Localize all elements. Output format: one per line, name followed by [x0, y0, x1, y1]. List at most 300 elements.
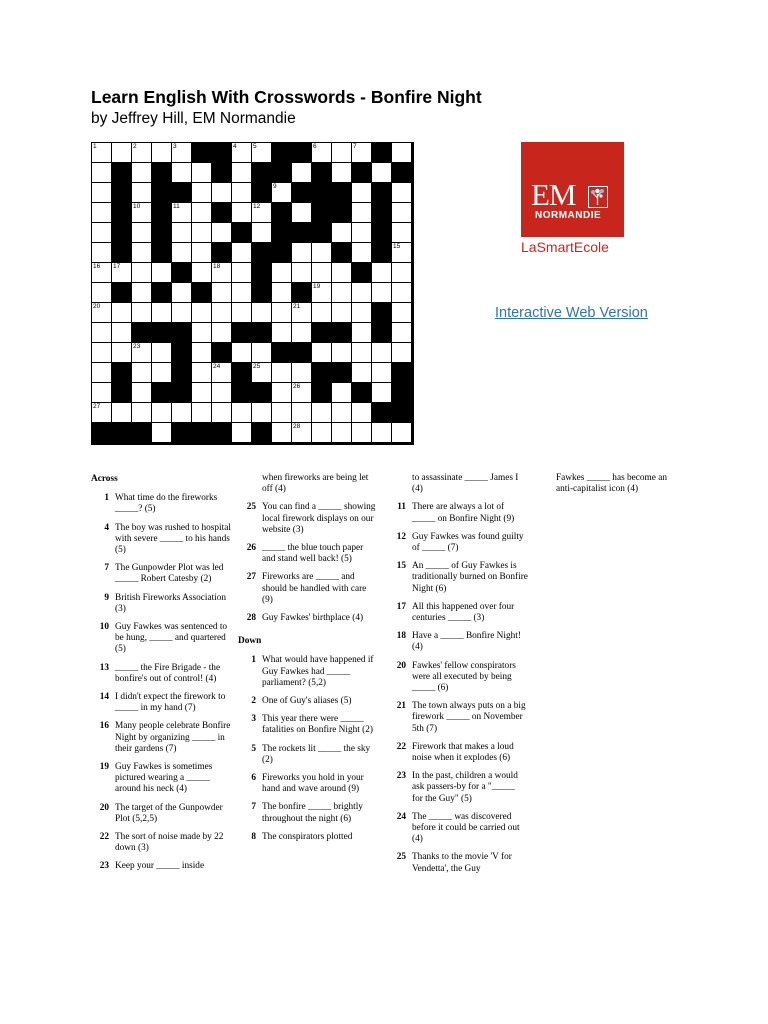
grid-block: [392, 383, 412, 403]
grid-block: [372, 223, 392, 243]
grid-cell[interactable]: [172, 223, 192, 243]
grid-cell[interactable]: [312, 283, 332, 303]
down-clue-6: 6 Fireworks you hold in your hand and wave around (9): [251, 773, 364, 795]
clue-number: 5: [253, 143, 257, 150]
grid-cell[interactable]: [332, 143, 352, 163]
grid-cell[interactable]: [332, 343, 352, 363]
down-clue-22: 22 Firework that makes a loud noise when it explodes (6): [396, 741, 514, 764]
grid-block: [272, 223, 292, 243]
grid-block: [112, 203, 132, 223]
grid-block: [132, 323, 152, 343]
grid-cell[interactable]: [172, 303, 192, 323]
grid-cell[interactable]: [372, 383, 392, 403]
grid-cell[interactable]: [132, 263, 152, 283]
page-subtitle: by Jeffrey Hill, EM Normandie: [91, 110, 296, 127]
grid-cell[interactable]: [352, 243, 372, 263]
grid-cell[interactable]: [192, 263, 212, 283]
logo-tagline: LaSmartEcole: [521, 239, 609, 255]
clue-number: 12: [253, 203, 261, 210]
grid-cell[interactable]: [132, 203, 152, 223]
grid-cell[interactable]: [252, 203, 272, 223]
grid-cell[interactable]: [392, 283, 412, 303]
grid-block: [192, 283, 212, 303]
grid-cell[interactable]: [212, 303, 232, 323]
grid-cell[interactable]: [372, 283, 392, 303]
grid-cell[interactable]: [232, 243, 252, 263]
grid-block: [212, 243, 232, 263]
across-clue-26: 26 _____ the blue touch paper and stand well back! (5): [246, 543, 364, 565]
grid-cell[interactable]: [232, 263, 252, 283]
clue-number: 25: [253, 363, 261, 370]
grid-cell[interactable]: [272, 283, 292, 303]
grid-block: [132, 423, 152, 443]
grid-cell[interactable]: [192, 323, 212, 343]
down-clue-7: 7 The bonfire _____ brightly throughout the night (6): [251, 802, 363, 824]
grid-cell[interactable]: [292, 383, 312, 403]
grid-cell[interactable]: [272, 263, 292, 283]
grid-cell[interactable]: [292, 263, 312, 283]
grid-cell[interactable]: [212, 323, 232, 343]
grid-cell[interactable]: [232, 143, 252, 163]
grid-block: [152, 163, 172, 183]
clue-number: 23: [133, 343, 141, 350]
grid-cell[interactable]: [192, 163, 212, 183]
interactive-web-version-link[interactable]: Interactive Web Version: [495, 305, 648, 321]
grid-block: [252, 423, 272, 443]
grid-cell[interactable]: [192, 243, 212, 263]
grid-block: [112, 163, 132, 183]
grid-cell[interactable]: [92, 403, 112, 423]
grid-cell[interactable]: [392, 183, 412, 203]
grid-cell[interactable]: [92, 223, 112, 243]
grid-cell[interactable]: [252, 303, 272, 323]
grid-cell[interactable]: [172, 203, 192, 223]
grid-cell[interactable]: [212, 363, 232, 383]
down-clue-18: 18 Have a _____ Bonfire Night! (4): [396, 631, 521, 653]
across-clue-27: 27 Fireworks are _____ and should be handled with care (9): [246, 572, 367, 605]
grid-block: [152, 183, 172, 203]
grid-cell[interactable]: [372, 423, 392, 443]
grid-cell[interactable]: [272, 423, 292, 443]
grid-block: [392, 363, 412, 383]
clue-number: 17: [113, 263, 121, 270]
grid-cell[interactable]: [272, 183, 292, 203]
grid-block: [212, 163, 232, 183]
grid-cell[interactable]: [312, 143, 332, 163]
grid-cell[interactable]: [152, 363, 172, 383]
grid-cell[interactable]: [372, 343, 392, 363]
grid-cell[interactable]: [92, 163, 112, 183]
grid-cell[interactable]: [232, 423, 252, 443]
down-clue-21: 21 The town always puts on a big firework _____ on November 5th (7): [396, 701, 526, 734]
across-heading: Across: [91, 474, 118, 484]
grid-cell[interactable]: [92, 343, 112, 363]
clue-number: 15: [393, 243, 401, 250]
grid-cell[interactable]: [192, 183, 212, 203]
grid-cell[interactable]: [132, 163, 152, 183]
clue-number: 4: [233, 143, 237, 150]
grid-cell[interactable]: [132, 383, 152, 403]
clue-number: 27: [93, 403, 101, 410]
grid-block: [152, 203, 172, 223]
grid-cell[interactable]: [392, 323, 412, 343]
grid-block: [272, 143, 292, 163]
grid-cell[interactable]: [212, 403, 232, 423]
grid-block: [372, 323, 392, 343]
down-clue-2: 2 One of Guy's aliases (5): [251, 696, 352, 707]
grid-cell[interactable]: [192, 383, 212, 403]
grid-cell[interactable]: [292, 323, 312, 343]
grid-cell[interactable]: [192, 343, 212, 363]
grid-cell[interactable]: [152, 403, 172, 423]
grid-cell[interactable]: [192, 223, 212, 243]
grid-cell[interactable]: [352, 223, 372, 243]
grid-block: [372, 183, 392, 203]
grid-cell[interactable]: [312, 423, 332, 443]
clue-number: 2: [133, 143, 137, 150]
clue-number: 26: [293, 383, 301, 390]
grid-cell[interactable]: [372, 263, 392, 283]
grid-block: [372, 403, 392, 423]
grid-cell[interactable]: [352, 363, 372, 383]
down-clue-25: 25 Thanks to the movie 'V for Vendetta', the Guy: [396, 852, 512, 874]
grid-block: [112, 283, 132, 303]
grid-cell[interactable]: [292, 303, 312, 323]
down-clue-5: 5 The rockets lit _____ the sky (2): [251, 743, 371, 765]
down-clue-24: 24 The _____ was discovered before it could be carried out (4): [396, 811, 520, 845]
grid-cell[interactable]: [312, 303, 332, 323]
across-clue-16: 16 Many people celebrate Bonfire Night by organizing _____ in their gardens (7): [99, 721, 231, 754]
across-clue-1: 1 What time do the fireworks _____? (5): [104, 493, 218, 515]
grid-cell[interactable]: [312, 243, 332, 263]
grid-cell[interactable]: [312, 403, 332, 423]
grid-block: [112, 423, 132, 443]
grid-block: [332, 183, 352, 203]
grid-cell[interactable]: [252, 143, 272, 163]
grid-block: [212, 203, 232, 223]
grid-cell[interactable]: [112, 343, 132, 363]
down-clue-1: 1 What would have happened if Guy Fawkes had _____ parliament? (5,2): [251, 655, 374, 688]
grid-block: [172, 383, 192, 403]
across-clue-22: 22 The sort of noise made by 22 down (3): [99, 832, 224, 854]
grid-cell[interactable]: [92, 303, 112, 323]
grid-cell[interactable]: [392, 263, 412, 283]
grid-cell[interactable]: [332, 423, 352, 443]
grid-block: [252, 323, 272, 343]
grid-cell[interactable]: [332, 403, 352, 423]
grid-cell[interactable]: [112, 263, 132, 283]
grid-cell[interactable]: [272, 363, 292, 383]
grid-cell[interactable]: [132, 363, 152, 383]
grid-block: [112, 363, 132, 383]
grid-cell[interactable]: [132, 303, 152, 323]
grid-block: [392, 163, 412, 183]
grid-cell[interactable]: [292, 163, 312, 183]
down-clue-11: 11 There are always a lot of _____ on Bonfire Night (9): [397, 502, 515, 524]
grid-cell[interactable]: [312, 263, 332, 283]
down-clue-12: 12 Guy Fawkes was found guilty of _____ (7): [396, 531, 524, 554]
grid-cell[interactable]: [92, 203, 112, 223]
grid-cell[interactable]: [132, 243, 152, 263]
grid-cell[interactable]: [292, 363, 312, 383]
grid-cell[interactable]: [212, 263, 232, 283]
grid-cell[interactable]: [212, 383, 232, 403]
grid-cell[interactable]: [292, 203, 312, 223]
grid-cell[interactable]: [332, 303, 352, 323]
grid-cell[interactable]: [392, 223, 412, 243]
grid-cell[interactable]: [352, 203, 372, 223]
grid-block: [112, 223, 132, 243]
clues-column-4: [538, 473, 678, 502]
grid-block: [312, 223, 332, 243]
grid-block: [372, 203, 392, 223]
grid-cell[interactable]: [132, 223, 152, 243]
grid-cell[interactable]: [252, 343, 272, 363]
across-clue-28: 28 Guy Fawkes' birthplace (4): [246, 613, 364, 624]
grid-block: [312, 183, 332, 203]
grid-block: [232, 383, 252, 403]
grid-cell[interactable]: [392, 143, 412, 163]
grid-cell[interactable]: [372, 363, 392, 383]
grid-cell[interactable]: [152, 303, 172, 323]
grid-cell[interactable]: [332, 163, 352, 183]
grid-cell[interactable]: [272, 383, 292, 403]
grid-block: [212, 423, 232, 443]
clue-number: 19: [313, 283, 321, 290]
grid-cell[interactable]: [312, 343, 332, 363]
grid-cell[interactable]: [332, 263, 352, 283]
across-clue-14: 14 I didn't expect the firework to _____ in my hand (7): [99, 692, 226, 714]
grid-block: [172, 423, 192, 443]
clue-number: 1: [93, 143, 97, 150]
logo-normandie-text: NORMANDIE: [535, 210, 602, 221]
grid-cell[interactable]: [232, 343, 252, 363]
grid-cell[interactable]: [232, 203, 252, 223]
grid-cell[interactable]: [132, 183, 152, 203]
grid-cell[interactable]: [332, 283, 352, 303]
grid-block: [172, 343, 192, 363]
grid-cell[interactable]: [292, 243, 312, 263]
grid-cell[interactable]: [392, 303, 412, 323]
grid-cell[interactable]: [92, 383, 112, 403]
grid-block: [172, 183, 192, 203]
grid-cell[interactable]: [172, 283, 192, 303]
grid-cell[interactable]: [352, 303, 372, 323]
down-clue-25-continued: Fawkes _____ has become an anti-capitalist icon (4): [556, 473, 668, 495]
down-clue-17: 17 All this happened over four centuries _____ (3): [396, 601, 515, 624]
grid-cell[interactable]: [232, 163, 252, 183]
grid-cell[interactable]: [92, 243, 112, 263]
grid-block: [332, 323, 352, 343]
grid-cell[interactable]: [352, 323, 372, 343]
grid-block: [192, 423, 212, 443]
grid-cell[interactable]: [292, 423, 312, 443]
grid-block: [252, 243, 272, 263]
grid-cell[interactable]: [92, 143, 112, 163]
grid-block: [392, 403, 412, 423]
crossword-grid: [91, 142, 414, 445]
grid-cell[interactable]: [392, 203, 412, 223]
grid-cell[interactable]: [392, 423, 412, 443]
grid-block: [372, 303, 392, 323]
grid-block: [112, 383, 132, 403]
grid-cell[interactable]: [332, 383, 352, 403]
em-normandie-logo: [521, 142, 624, 237]
down-clue-23: 23 In the past, children a would ask passers-by for a "_____ for the Guy" (5): [396, 771, 518, 804]
grid-cell[interactable]: [172, 403, 192, 423]
grid-cell[interactable]: [192, 303, 212, 323]
grid-cell[interactable]: [272, 303, 292, 323]
grid-block: [252, 383, 272, 403]
grid-cell[interactable]: [352, 403, 372, 423]
clues-column-3: [388, 473, 528, 882]
grid-cell[interactable]: [192, 403, 212, 423]
across-clue-9: 9 British Fireworks Association (3): [104, 592, 227, 614]
tree-icon: [588, 186, 608, 208]
grid-block: [252, 263, 272, 283]
grid-cell[interactable]: [152, 343, 172, 363]
grid-block: [292, 183, 312, 203]
grid-cell[interactable]: [232, 403, 252, 423]
grid-cell[interactable]: [232, 283, 252, 303]
grid-cell[interactable]: [212, 283, 232, 303]
grid-block: [312, 383, 332, 403]
grid-block: [352, 383, 372, 403]
grid-cell[interactable]: [132, 403, 152, 423]
grid-cell[interactable]: [292, 403, 312, 423]
grid-block: [332, 203, 352, 223]
down-clue-15: 15 An _____ of Guy Fawkes is traditionally burned on Bonfire Night (6): [396, 561, 528, 594]
grid-block: [292, 283, 312, 303]
grid-cell[interactable]: [252, 363, 272, 383]
across-clue-7: 7 The Gunpowder Plot was led _____ Robert Catesby (2): [104, 563, 224, 585]
grid-cell[interactable]: [352, 143, 372, 163]
grid-cell[interactable]: [112, 303, 132, 323]
grid-cell[interactable]: [132, 143, 152, 163]
grid-block: [212, 143, 232, 163]
grid-block: [212, 343, 232, 363]
clue-number: 16: [93, 263, 101, 270]
grid-cell[interactable]: [172, 163, 192, 183]
grid-cell[interactable]: [212, 183, 232, 203]
grid-cell[interactable]: [172, 143, 192, 163]
clues-column-1: [91, 473, 231, 880]
grid-block: [192, 143, 212, 163]
across-clue-20: 20 The target of the Gunpowder Plot (5,2,5): [99, 802, 223, 824]
grid-block: [292, 143, 312, 163]
grid-cell[interactable]: [172, 243, 192, 263]
grid-block: [172, 263, 192, 283]
grid-cell[interactable]: [352, 283, 372, 303]
grid-block: [172, 363, 192, 383]
across-clue-19: 19 Guy Fawkes is sometimes pictured wearing a _____ around his neck (4): [99, 762, 213, 795]
grid-cell[interactable]: [152, 423, 172, 443]
grid-cell[interactable]: [392, 343, 412, 363]
grid-cell[interactable]: [272, 323, 292, 343]
grid-cell[interactable]: [392, 243, 412, 263]
clue-number: 18: [213, 263, 221, 270]
grid-block: [232, 323, 252, 343]
grid-block: [232, 223, 252, 243]
page-title: Learn English With Crosswords - Bonfire Night: [91, 87, 482, 107]
grid-cell[interactable]: [92, 183, 112, 203]
grid-block: [232, 363, 252, 383]
grid-block: [372, 243, 392, 263]
grid-cell[interactable]: [92, 263, 112, 283]
grid-block: [152, 283, 172, 303]
grid-cell[interactable]: [92, 283, 112, 303]
grid-block: [332, 363, 352, 383]
clue-number: 20: [93, 303, 101, 310]
grid-cell[interactable]: [352, 423, 372, 443]
across-clue-10: 10 Guy Fawkes was sentenced to be hung, _____ and quartered (5): [99, 622, 228, 655]
across-clue-23-continued: when fireworks are being let off (4): [262, 473, 369, 495]
across-clue-25: 25 You can find a _____ showing local firework displays on our website (3): [246, 502, 376, 535]
clue-number: 11: [173, 203, 180, 210]
grid-cell[interactable]: [132, 283, 152, 303]
down-clue-3: 3 This year there were _____ fatalities on Bonfire Night (2): [251, 714, 374, 736]
grid-cell[interactable]: [272, 403, 292, 423]
grid-cell[interactable]: [92, 363, 112, 383]
grid-block: [272, 203, 292, 223]
grid-block: [92, 423, 112, 443]
clue-number: 9: [273, 183, 277, 190]
grid-cell[interactable]: [132, 343, 152, 363]
grid-cell[interactable]: [152, 143, 172, 163]
grid-cell[interactable]: [152, 263, 172, 283]
grid-block: [252, 283, 272, 303]
grid-block: [272, 343, 292, 363]
grid-block: [252, 183, 272, 203]
clues-column-2: [238, 473, 378, 850]
grid-cell[interactable]: [192, 363, 212, 383]
grid-block: [332, 243, 352, 263]
grid-cell[interactable]: [252, 223, 272, 243]
clue-number: 10: [133, 203, 141, 210]
grid-cell[interactable]: [252, 403, 272, 423]
grid-block: [152, 223, 172, 243]
grid-cell[interactable]: [212, 223, 232, 243]
grid-cell[interactable]: [232, 303, 252, 323]
grid-cell[interactable]: [112, 323, 132, 343]
grid-block: [112, 183, 132, 203]
grid-cell[interactable]: [372, 163, 392, 183]
grid-cell[interactable]: [332, 223, 352, 243]
clue-number: 21: [293, 303, 301, 310]
grid-block: [312, 163, 332, 183]
grid-block: [152, 243, 172, 263]
grid-cell[interactable]: [92, 323, 112, 343]
grid-cell[interactable]: [232, 183, 252, 203]
down-clue-8: 8 The conspirators plotted: [251, 831, 353, 842]
grid-block: [112, 243, 132, 263]
grid-cell[interactable]: [352, 343, 372, 363]
across-clue-23: 23 Keep your _____ inside: [99, 861, 205, 872]
grid-cell[interactable]: [112, 143, 132, 163]
grid-block: [252, 163, 272, 183]
grid-cell[interactable]: [192, 203, 212, 223]
grid-cell[interactable]: [352, 183, 372, 203]
down-clue-8-continued: to assassinate _____ James I (4): [412, 473, 519, 495]
grid-block: [272, 163, 292, 183]
grid-block: [312, 363, 332, 383]
down-clue-20: 20 Fawkes' fellow conspirators were all executed by being _____ (6): [396, 660, 516, 694]
clue-number: 6: [313, 143, 317, 150]
grid-block: [352, 263, 372, 283]
grid-cell[interactable]: [112, 403, 132, 423]
across-clue-4: 4 The boy was rushed to hospital with severe _____ to his hands (5): [104, 522, 231, 556]
grid-block: [152, 383, 172, 403]
